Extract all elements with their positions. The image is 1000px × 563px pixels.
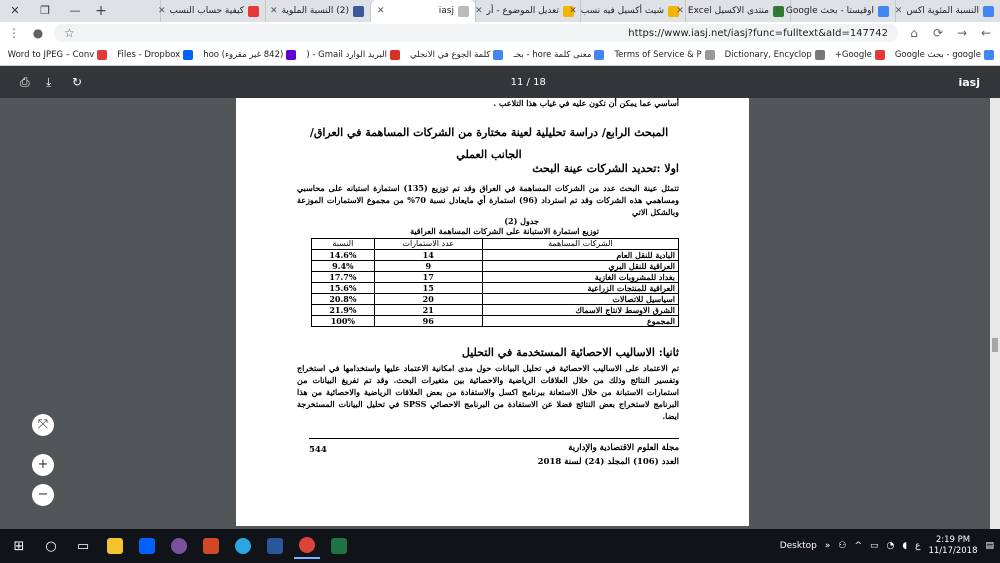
- bookmark[interactable]: [895, 50, 994, 60]
- home-icon[interactable]: ⌂: [910, 26, 918, 40]
- tab-title: كيفية حساب النسب: [169, 6, 244, 16]
- bookmark-label: البريد الوارد Gmail - (: [306, 49, 387, 60]
- table-cell: 20: [374, 294, 482, 305]
- favicon-icon: [353, 6, 364, 17]
- page-footer: [309, 438, 679, 467]
- bookmark[interactable]: [410, 50, 503, 60]
- system-tray: [780, 535, 994, 557]
- close-tab-icon[interactable]: ✕: [475, 6, 483, 16]
- table-number: جدول (2): [504, 216, 539, 226]
- favicon-icon: [983, 6, 994, 17]
- task-view-icon[interactable]: ▭: [76, 538, 90, 554]
- tab[interactable]: [774, 0, 895, 22]
- bookmark[interactable]: [306, 50, 400, 60]
- close-tab-icon[interactable]: ✕: [676, 6, 684, 16]
- table-header: الشركات المساهمة: [482, 239, 678, 250]
- bookmark[interactable]: [117, 50, 193, 60]
- close-tab-icon[interactable]: ✕: [270, 6, 278, 16]
- table-row: [312, 316, 679, 327]
- bookmark[interactable]: [513, 50, 604, 60]
- tab[interactable]: [265, 0, 370, 22]
- table-cell: 14.6%: [312, 250, 375, 261]
- tab-strip: [0, 0, 1000, 22]
- table-caption: توزيع استمارة الاستبانة على الشركات المساهمة العراقية: [410, 226, 599, 236]
- download-icon[interactable]: ⤓: [46, 74, 52, 89]
- bookmark[interactable]: [835, 50, 885, 60]
- issue-info: العدد (106) المجلد (24) لسنة 2018: [537, 457, 679, 467]
- tab[interactable]: [160, 0, 265, 22]
- table-cell: 21.9%: [312, 305, 375, 316]
- language-indicator[interactable]: ع: [915, 541, 921, 551]
- bookmark-label: Dictionary, Encyclop: [724, 49, 812, 60]
- bookmark-favicon-icon: [97, 50, 107, 60]
- zoom-in-button[interactable]: +: [32, 454, 54, 476]
- bookmark-favicon-icon: [815, 50, 825, 60]
- paragraph: تم الاعتماد على الاساليب الاحصائية في تحليل البيانات حول مدى امكانية الاعتماد عليها واستخدامها في استخراج وتفسير النتائج وذلك من خلال العلاقات الرياضية والاحصائية بين متغيرات البحث. وقد تم تفريغ البيانات من استمارات الاستبانة من خلال الاستعانة ببرنامج اكسل والاستفادة من بعض العلاقات الرياضية والاحصائية من هذا البرنامج لاستخراج بعض النتائج فضلا عن الاستفادة من البرنامج الاحصائي SPSS في تحليل البيانات المستخرجة ايضا.: [297, 363, 679, 421]
- bookmark-label: كلمة الجوع في الانجلي: [409, 49, 491, 60]
- table-cell: 20.8%: [312, 294, 375, 305]
- table-cell: 17.7%: [312, 272, 375, 283]
- tab-title: تعديل الموضوع - أر: [486, 6, 559, 16]
- tray-arrow-icon[interactable]: ^: [854, 541, 862, 551]
- bookmark-label: google - بحث Google: [894, 49, 981, 60]
- pdf-title: iasj: [958, 75, 980, 89]
- paragraph: تتمثل عينة البحث عدد من الشركات المساهمة في العراق وقد تم توزيع (135) استمارة استبانه على محاسبي ومساهمي هذه الشركات وقد تم استرداد (96) استمارة أي مايعادل نسبة 70% من مجموع الاستمارات الموزعة وبالشكل الاتي: [297, 183, 680, 217]
- subsection-heading: اولا :تحديد الشركات عينة البحث: [532, 162, 679, 175]
- close-tab-icon[interactable]: ✕: [569, 6, 577, 16]
- table-cell: بغداد للمشروبات الغازية: [482, 272, 678, 283]
- table-cell: الشرق الاوسط لانتاج الاسماك: [482, 305, 678, 316]
- network-icon[interactable]: ◔: [886, 541, 895, 551]
- tab[interactable]: [370, 0, 475, 22]
- excel-icon[interactable]: [326, 533, 352, 559]
- chevron-icon[interactable]: »: [824, 541, 831, 551]
- clock[interactable]: [928, 535, 977, 557]
- pdf-page: [236, 98, 749, 526]
- table-cell: البادية للنقل العام: [482, 250, 678, 261]
- url-text[interactable]: https://www.iasj.net/iasj?func=fulltext&aId=147742: [628, 27, 888, 39]
- bookmark-label: Google+: [834, 49, 872, 60]
- menu-icon[interactable]: ⋮: [8, 26, 20, 40]
- table-cell: العراقية للنقل البري: [482, 261, 678, 272]
- volume-icon[interactable]: ◖: [902, 541, 908, 551]
- fit-page-button[interactable]: ⤧: [32, 414, 54, 436]
- address-bar-row: [0, 22, 1000, 44]
- data-table: [311, 238, 679, 327]
- tab[interactable]: [569, 0, 685, 22]
- favicon-icon: [458, 6, 469, 17]
- tab-title: شيت أكسيل فيه نسب: [580, 6, 664, 16]
- journal-name: مجلة العلوم الاقتصادية والإدارية: [568, 443, 679, 453]
- chrome-icon[interactable]: [294, 533, 320, 559]
- address-bar[interactable]: [54, 24, 898, 42]
- tab-title: اوقيستا - بحث Google: [785, 6, 874, 16]
- taskbar: [0, 529, 1000, 563]
- search-icon[interactable]: ○: [45, 538, 57, 554]
- table-row: [312, 283, 679, 294]
- bookmark-label: (842 غير مقروء) hoo: [203, 49, 284, 60]
- back-icon[interactable]: ←: [980, 26, 992, 40]
- close-tab-icon[interactable]: ✕: [377, 6, 385, 16]
- print-icon[interactable]: ⎙: [20, 74, 30, 89]
- tab-title: iasj: [438, 6, 454, 16]
- people-icon[interactable]: ⚇: [838, 541, 847, 551]
- bookmark-favicon-icon: [286, 50, 296, 60]
- word-icon[interactable]: [262, 533, 288, 559]
- page-indicator: 11 / 18: [510, 76, 546, 88]
- text-line: أساسي عما يمكن أن تكون عليه في غياب هذا التلاعب .: [493, 98, 679, 108]
- table-row: [312, 272, 679, 283]
- tab[interactable]: [895, 0, 1000, 22]
- bookmark-label: Word to JPEG – Conv: [7, 49, 95, 60]
- dropbox-icon[interactable]: [134, 533, 160, 559]
- favicon-icon: [248, 6, 259, 17]
- bookmark-label: Files - Dropbox: [117, 49, 181, 60]
- bookmark-favicon-icon: [493, 50, 503, 60]
- viber-icon[interactable]: [166, 533, 192, 559]
- telegram-icon[interactable]: [230, 533, 256, 559]
- section-heading: المبحث الرابع/ دراسة تحليلية لعينة مختارة من الشركات المساهمة في العراق/الجانب العملي: [309, 126, 669, 161]
- table-row: [312, 305, 679, 316]
- bookmark-star-icon[interactable]: ☆: [64, 26, 75, 40]
- scrollbar[interactable]: [990, 98, 1000, 529]
- minimize-window-icon[interactable]: —: [69, 4, 81, 17]
- bookmark-favicon-icon: [390, 50, 400, 60]
- bookmarks-bar: [0, 44, 1000, 66]
- tab[interactable]: [475, 0, 580, 22]
- pdf-toolbar: [0, 66, 1000, 98]
- table-cell: المجموع: [482, 316, 678, 327]
- clock-date: 11/17/2018: [928, 546, 978, 556]
- table-cell: 100%: [312, 316, 375, 327]
- powerpoint-icon[interactable]: [198, 533, 224, 559]
- bookmark-favicon-icon: [875, 50, 885, 60]
- table-header: النسبة: [312, 239, 375, 250]
- table-cell: 17: [374, 272, 482, 283]
- table-cell: 15: [374, 283, 482, 294]
- new-tab-button[interactable]: +: [95, 3, 107, 19]
- window-controls: [0, 0, 90, 22]
- close-tab-icon[interactable]: ✕: [894, 6, 903, 16]
- table-header: عدد الاستمارات: [374, 239, 482, 250]
- bookmark[interactable]: [203, 50, 296, 60]
- bookmark-label: معنى كلمة hore - بحـ: [513, 49, 592, 60]
- page-number: 544: [309, 445, 327, 455]
- favicon-icon: [878, 6, 889, 17]
- table-cell: 9: [374, 261, 482, 272]
- battery-icon[interactable]: ▭: [869, 541, 879, 551]
- table-row: [312, 294, 679, 305]
- table-cell: 9.4%: [312, 261, 375, 272]
- bookmark-favicon-icon: [183, 50, 193, 60]
- table-row: [312, 261, 679, 272]
- forward-icon[interactable]: →: [956, 26, 968, 40]
- close-tab-icon[interactable]: ✕: [774, 6, 782, 16]
- table-cell: 14: [374, 250, 482, 261]
- subsection-heading: ثانيا: الاساليب الاحصائية المستخدمة في التحليل: [461, 346, 679, 359]
- bookmark-favicon-icon: [705, 50, 715, 60]
- zoom-out-button[interactable]: −: [32, 484, 54, 506]
- profile-icon[interactable]: ●: [32, 26, 44, 40]
- notifications-icon[interactable]: ▤: [985, 541, 994, 551]
- table-cell: 15.6%: [312, 283, 375, 294]
- table-cell: 21: [374, 305, 482, 316]
- table-row: [312, 250, 679, 261]
- tab-title: النسبة المئوية اكس: [906, 6, 979, 16]
- file-explorer-icon[interactable]: [102, 533, 128, 559]
- bookmark[interactable]: [725, 50, 825, 60]
- desktop-label[interactable]: Desktop: [779, 541, 817, 551]
- tab-title: منتدى الاكسيل Excel: [687, 6, 769, 16]
- clock-time: 2:19 PM: [935, 535, 971, 545]
- bookmark[interactable]: [614, 50, 714, 60]
- start-icon[interactable]: ⊞: [13, 538, 25, 554]
- restore-window-icon[interactable]: ❐: [40, 4, 50, 17]
- close-tab-icon[interactable]: ✕: [158, 6, 166, 16]
- table-cell: اسياسيل للاتصالات: [482, 294, 678, 305]
- close-window-icon[interactable]: ✕: [10, 4, 20, 17]
- table-cell: العراقية للمنتجات الزراعية: [482, 283, 678, 294]
- bookmark-label: Terms of Service & P: [614, 49, 702, 60]
- table-cell: 96: [374, 316, 482, 327]
- pdf-viewer[interactable]: [0, 98, 1000, 529]
- rotate-icon[interactable]: ↻: [72, 75, 83, 89]
- scrollbar-thumb[interactable]: [992, 338, 998, 352]
- tab-title: (2) النسبة الملوية: [281, 6, 349, 16]
- reload-icon[interactable]: ⟳: [932, 26, 944, 40]
- bookmark-favicon-icon: [594, 50, 604, 60]
- bookmark[interactable]: [8, 50, 108, 60]
- bookmark-favicon-icon: [984, 50, 994, 60]
